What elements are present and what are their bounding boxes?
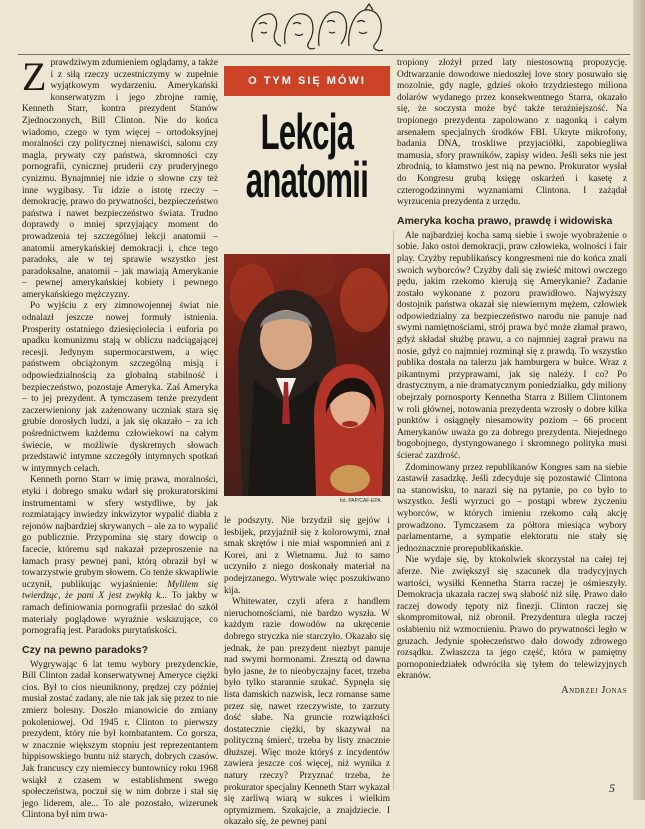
paragraph: Zdominowany przez republikanów Kongres sam na siebie zastawił zasadzkę. Jeśli zdecyduje się pozostawić Clintona na stanowisku, to narazi się na pytanie, po co było to wszystko. Jeśli wyrzuci go – postąpi wbrew życzeniu wyborców, w których imieniu rzekomo całą akcję prowadzono. Tymczasem za półtora miesiąca wybory parlamentarne, a sympatie elektoratu nie stały się jednoznacznie proreрublikańskie. — [397, 462, 627, 554]
title-line-2: anatomii — [245, 152, 369, 208]
article-column-middle — [224, 516, 390, 829]
paragraph: prawdziwym zdumieniem oglądamy, a także i z siłą rzeczy uczestniczymy w zupełnie wyjątkowym wydarzeniu. Amerykański konserwatyzm i jego zbrojne ramię, Kenneth Starr, kontra prezydent Stanów Zjednoczonych, Bill Clinton. Nie do końca wiadomo, czego w tym więcej – ortodoksyjnej moralności czy politycznej nienawiści, salonu czy magla, prywaty czy państwa, skromności czy pornografii, cynicznej pruderii czy pruderyjnego cynizmu. Bynajmniej nie idzie o słowne czy też inne wygibasy. Tu idzie o istotę rzeczy – demokrację, prawo do prywatności, bezpieczeństwo państwa i nawet bezpieczeństwo świata. Trudno doprawdy o mniej sprzyjający moment do prowadzenia tej szczególnej lekcji anatomii – anatomii amerykańskiej demokracji i, chce tego paradoks, ale w tej sprawie wszystko jest paradoksalne, anatomii – jak mawiają Amerykanie – pewnej amerykańskiej kobiety i pewnego amerykańskiego mężczyzny. — [22, 58, 218, 300]
paragraph: Wygrywając 6 lat temu wybory prezydenckie, Bill Clinton zadał konserwatywnej Ameryce ciężki cios. Był to cios nieuniknony, prędzej czy później musiał zostać zadany, ale nie tak jak się przez to nie zmierz bolesny. Doszło mianowicie do zmiany pokoleniowej. Od 1945 r. Clinton to pierwszy prezydent, który nie był kombatantem. Co gorsza, w znacznie większym stopniu jest reprezentantem hippisowskiego buntu niż starych, dobrych czasów. Jak francuscy czy niemieccy buntownicy roku 1968 wsiąkł z czasem w establishment swego społeczeństwa, poczuł się w nim dobrze i stał się jego liderem, ale... To ale pozostało, wizerunek Clintona był nim trwa- — [22, 659, 218, 821]
paragraph: le podszyty. Nie brzydził się gejów i lesbijek, przyjaźnił się z kolorowymi, znał smak skrętów i nie miał wspomnień ani z Korei, ani z Wietnamu. Już to samo uczyniło z niego doskonały materiał na podejrzanego. Wytrwale więc poszukiwano kija. — [224, 516, 390, 596]
matryoshka-photo — [224, 254, 390, 496]
paragraph: Nie wydaje się, by ktokolwiek skorzystał na całej tej aferze. Nie zwiększył się szacunek dla tradycyjnych wartości, wysiłki Kennetha Starra raczej je ośmieszyły. Demokracja ukazała raczej swą słabość niż siłę. Prawo dało raczej dowody tępoty niż finezji. Clinton raczej się skompromitował, niż obronił. Prezydentura uległa raczej osłabieniu niż wzmocnieniu. Prawo do prywatności legło w gruzach. Jedynie społeczeństwo dało dowody zdrowego rozsądku. Zwłaszcza ta jego część, która w pamiętny pornoponiedziałek odwróciła się tyłem do telewizyjnych ekranów. — [397, 555, 627, 682]
paragraph: Ale najbardziej kocha samą siebie i swoje wyobrażenie o sobie. Jako ostoi demokracji, praw człowieka, wolności i fair play. Czyżby republikańscy kongresmeni nie do końca znali swoich wyborców? Czyżby dali się zwieść mitowi owczego pędu, jakim rzekomo kierują się Amerykanie? Zadanie zostało wykonane z pozoru prawidłowo. Najwyższy dostojnik państwa okazał się niewiernym mężem, człowiek odpowiedzialny za bezpieczeństwo narodu nie panuje nad swymi namiętnościami, strój prawa być może złamał prawo, gdyż składał służbę prawu, a co najmniej zagrał prawu na nosie, gdyż co najmniej rozminął się z prawdą. To wszystko publika dostała na talerzu jak hamburgera w bułce. Wraz z pikantnymi przyprawami, jak się należy. I co? Po drastycznym, a nie dramatycznym poniedziałku, gdy miliony obejrzały pornosporty Kennetha Starra z Billem Clintonem w roli głównej, notowania prezydenta wzrosły o dobre kilka punktów i osiągnęły niesamowity poziom – 66 procent Amerykanów uważa go za dobrego prezydenta. Niejednego bogobojnego, dystyngowanego i skromnego polityka musi ścierać zazdrość. — [397, 230, 627, 461]
column-divider — [393, 230, 394, 790]
title-line-1: Lekcja — [260, 104, 354, 160]
page-edge — [633, 0, 645, 800]
article-column-right — [397, 58, 627, 696]
quote: Mylilem się twierdząc, że pani X jest zwykłą k... — [22, 579, 218, 602]
article-column-left — [22, 54, 218, 822]
paragraph: Kenneth porno Starr w imię prawa, moralności, etyki i dobrego smaku wdarł się prokuratorskimi instrumentami w sfery wstydliwe, by jak rozmiatający inwiedzy inkwizytor wypalić diabła z rejonów najbardziej skrywanych – ale za to wypalić go publicznie. Przypomina się stary dowcip o facecie, któremu sąd nakazał przeproszenie na łamach prasy pewnej pani, którą obraził był w towarzystwie grubym słowem. Co tenże skwapliwie uczynił, publikując wyjaśnienie: — [22, 475, 218, 590]
subheading: Ameryka kocha prawo, prawdę i widowiska — [397, 214, 613, 227]
drop-cap: Z — [22, 54, 47, 99]
paragraph: tropiony złożył przed laty niestosowną propozycję. Odtwarzanie dowodowe niedoszłej love story posuwało się mozolnie, gdy nagle, gdzieś około trzydziestego miliona dolarów wydanego przez konsekwentnego Starra, okazało się, że soczysta może być także teraźniejszość. Na tropionego prezydenta zapolowano z nagonką i całym arsenałem specjalnych środków FBI. Ukryte mikrofony, badania DNA, troskliwe przyjaciółki, zapobiegliwa mamusia, sfory prawników, zapisy wideo. Jeśli seks nie jest zbrodnią, to kłamstwo jest nią na pewno. Prokurator wysłał do Kongresu grubą księgę oskarżeń i kasetę z czterogodzinnymi wyznaniami Clintona. I zażądał wyrzucenia prezydenta z urzędu. — [397, 58, 627, 208]
author-signature: Andrzej Jonas — [561, 684, 627, 696]
paragraph: To jakby w ramach definiowania pornografii przesłać do szkół materiały poglądowe wyraźnie wskazujące, co pornografią jest. Paradoks purytańskości. — [22, 591, 218, 637]
subheading: Czy na pewno paradoks? — [22, 643, 149, 656]
article-title — [245, 104, 369, 208]
caricature-heads-icon — [245, 2, 395, 54]
page-number: 5 — [609, 781, 615, 795]
photo-credit: fot. PAP/CAF-EPA — [340, 498, 381, 504]
top-rule — [18, 54, 630, 55]
matryoshka-illustration — [224, 254, 390, 496]
paragraph: Po wyjściu z ery zimnowojennej świat nie odnalazł jeszcze nowej formuły istnienia. Prosperity ostatniego dziesięciolecia i euforia po upadku komunizmu stają w obliczu nadciągającej recesji. Jedynym supermocarstwem, a więc państwem obciążonym szczególną misją i odpowiedzialnością za globalną stabilność i bezpieczeństwo, pozostaje Ameryka. Zaś Ameryka – to jej prezydent. A tymczasem tenże prezydent zaczerwieniony jak zażenowany uczniak stara się grubie dorosłych ludzi, a jak się okazało – za ich pośrednictwem każdemu człowiekowi na całym świecie, w możliwie dyskretnych słowach przedstawić intymne szczegóły intymnych spotkań w intymnych celach. — [22, 301, 218, 474]
section-banner: O TYM SIĘ MÓWI — [224, 66, 390, 96]
paragraph: Whitewater, czyli afera z handlem nieruchomościami, nie bardzo wyszła. W każdym razie dowodów na ukręcenie dobrego stryczka nie starczyło. Okazało się jednak, że pan prezydent niezbyt panuje nad swymi hormonami. Zresztą od dawna było jasne, że to nieobyczajny facet, trzeba było tylko starannie szukać. Sypnęła się lista damskich nazwisk, lecz romanse same przez się, nawet rzeczywiste, to zarzuty dość słabe. Na gruncie rozwiązłości dostatecznie ciężki, by skazywał na polityczną śmierć, trzeba by listy znacznie dłuższej. Więc może któryś z incydentów zawiera jeszcze coś więcej, niż wynika z natury rzeczy? Przyznać trzeba, że prokurator specjalny Kenneth Starr wykazał się zarliwą wiarą w sukces i wielkim optymizmem. Szukajcie, a znajdziecie. I okazało się, że pewnej pani — [224, 597, 390, 828]
